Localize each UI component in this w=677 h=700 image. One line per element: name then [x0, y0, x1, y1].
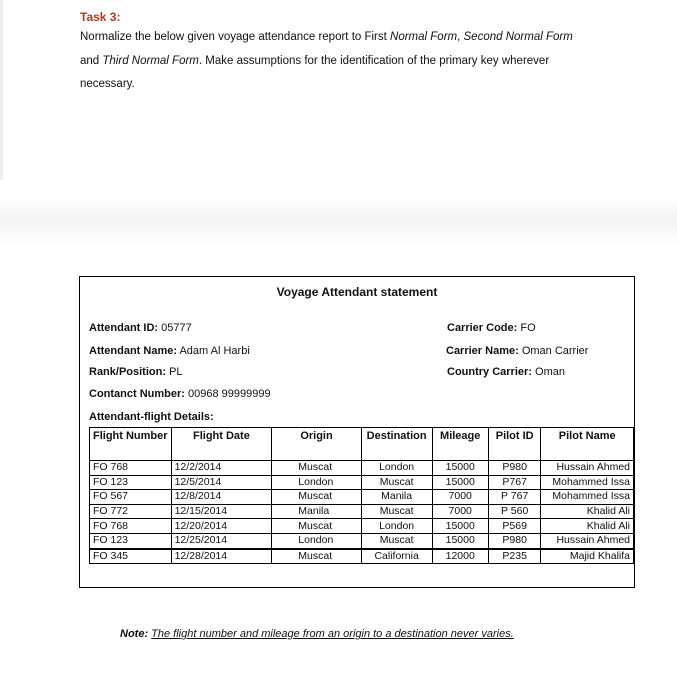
cell-destination: Manila [361, 490, 432, 505]
cell-origin: London [272, 533, 361, 548]
task-title: Task 3: [80, 10, 121, 24]
task-line-3: necessary. [80, 78, 135, 90]
carrier-name [446, 345, 588, 357]
third-normal-form: Third Normal Form [102, 54, 199, 67]
cell-flight-date: 12/2/2014 [171, 461, 272, 476]
header-mileage: Mileage [432, 428, 488, 461]
first-normal-form: Normal Form [390, 31, 458, 43]
carrier-name-value: Oman Carrier [518, 345, 589, 357]
cell-destination: London [361, 461, 432, 476]
task-line-2 [80, 50, 620, 74]
cell-origin: Manila [272, 504, 361, 519]
table-row [90, 533, 634, 548]
cell-origin: Muscat [272, 519, 361, 534]
cell-pilot-name: Khalid Ali [541, 504, 634, 519]
header-flight-number: Flight Number [90, 428, 172, 461]
cell-destination: London [361, 519, 432, 534]
cell-pilot-name: Majid Khalifa [541, 549, 634, 564]
cell-flight-number: FO 345 [90, 549, 172, 564]
cell-destination: California [361, 549, 432, 564]
cell-flight-number: FO 768 [90, 519, 172, 534]
cell-mileage: 15000 [432, 533, 488, 548]
cell-pilot-name: Mohammed Issa [541, 490, 634, 505]
cell-flight-number: FO 772 [90, 504, 172, 519]
voyage-statement-box [79, 276, 635, 588]
cell-flight-date: 12/5/2014 [171, 475, 272, 490]
attendant-id-label: Attendant ID: [89, 322, 159, 334]
cell-mileage: 15000 [432, 475, 488, 490]
cell-pilot-id: P569 [488, 519, 541, 534]
rank-label: Rank/Position: [89, 366, 167, 378]
attendant-name [89, 345, 250, 357]
flight-details-label: Attendant-flight Details: [89, 411, 214, 423]
note [120, 628, 514, 640]
cell-pilot-id: P980 [488, 533, 541, 548]
text-run: and [80, 54, 103, 67]
note-label: Note: [120, 628, 149, 640]
cell-flight-date: 12/15/2014 [171, 504, 272, 519]
cell-origin: Muscat [272, 461, 361, 476]
header-origin: Origin [272, 428, 361, 461]
cell-flight-number: FO 567 [90, 490, 172, 505]
cell-origin: Muscat [272, 490, 361, 505]
cell-destination: Muscat [361, 533, 432, 548]
carrier-code-value: FO [517, 322, 536, 334]
page-edge [0, 0, 3, 180]
contact-number [89, 388, 271, 400]
cell-pilot-id: P 560 [488, 504, 541, 519]
cell-flight-date: 12/20/2014 [171, 519, 272, 534]
cell-pilot-id: P980 [488, 461, 541, 476]
cell-mileage: 7000 [432, 490, 488, 505]
cell-origin: London [272, 475, 361, 490]
table-header-row [90, 428, 634, 461]
rank-position [89, 366, 183, 378]
table-row [90, 519, 634, 534]
cell-mileage: 7000 [432, 504, 488, 519]
table-row [90, 461, 634, 476]
country-label: Country Carrier: [447, 366, 532, 378]
cell-pilot-id: P235 [488, 549, 541, 564]
cell-origin: Muscat [272, 549, 361, 564]
flight-details-table [89, 427, 634, 564]
flight-rows [90, 461, 634, 564]
cell-flight-number: FO 123 [90, 533, 172, 548]
cell-mileage: 15000 [432, 461, 488, 476]
cell-flight-number: FO 768 [90, 461, 172, 476]
country-value: Oman [531, 366, 565, 378]
task-line-1 [80, 26, 620, 50]
cell-pilot-name: Hussain Ahmed [541, 533, 634, 548]
cell-destination: Muscat [361, 504, 432, 519]
text-run: , [457, 31, 464, 43]
contact-label: Contanct Number: [89, 388, 185, 400]
table-row [90, 475, 634, 490]
cell-flight-date: 12/8/2014 [171, 490, 272, 505]
cell-pilot-name: Hussain Ahmed [541, 461, 634, 476]
table-row [90, 490, 634, 505]
carrier-code-label: Carrier Code: [447, 322, 518, 334]
cell-pilot-id: P 767 [488, 490, 541, 505]
carrier-name-label: Carrier Name: [446, 345, 519, 357]
attendant-name-label: Attendant Name: [89, 345, 178, 357]
contact-value: 00968 99999999 [184, 388, 271, 400]
table-row [90, 504, 634, 519]
note-text: The flight number and mileage from an origin to a destination never varies. [151, 628, 514, 640]
cell-mileage: 15000 [432, 519, 488, 534]
task-instructions [80, 26, 620, 97]
cell-mileage: 12000 [432, 549, 488, 564]
header-pilot-id: Pilot ID [488, 428, 541, 461]
header-pilot-name: Pilot Name [541, 428, 634, 461]
attendant-name-value: Adam Al Harbi [177, 345, 250, 357]
text-run: . Make assumptions for the identification of the primary key wherever [198, 54, 550, 67]
header-flight-date: Flight Date [171, 428, 272, 461]
header-destination: Destination [361, 428, 432, 461]
carrier-code [447, 322, 536, 334]
attendant-id [89, 322, 192, 334]
text-run: Normalize the below given voyage attendance report to First [80, 31, 391, 43]
cell-pilot-id: P767 [488, 475, 541, 490]
cell-flight-date: 12/28/2014 [171, 549, 272, 564]
table-row [90, 549, 634, 564]
cell-flight-date: 12/25/2014 [171, 533, 272, 548]
rank-value: PL [166, 366, 183, 378]
cell-pilot-name: Mohammed Issa [541, 475, 634, 490]
cell-flight-number: FO 123 [90, 475, 172, 490]
second-normal-form: Second Normal Form [463, 31, 573, 43]
cell-destination: Muscat [361, 475, 432, 490]
cell-pilot-name: Khalid Ali [541, 519, 634, 534]
country-carrier [447, 366, 565, 378]
attendant-id-value: 05777 [158, 322, 192, 334]
page-break-shadow [0, 196, 677, 246]
statement-title: Voyage Attendant statement [276, 285, 438, 299]
